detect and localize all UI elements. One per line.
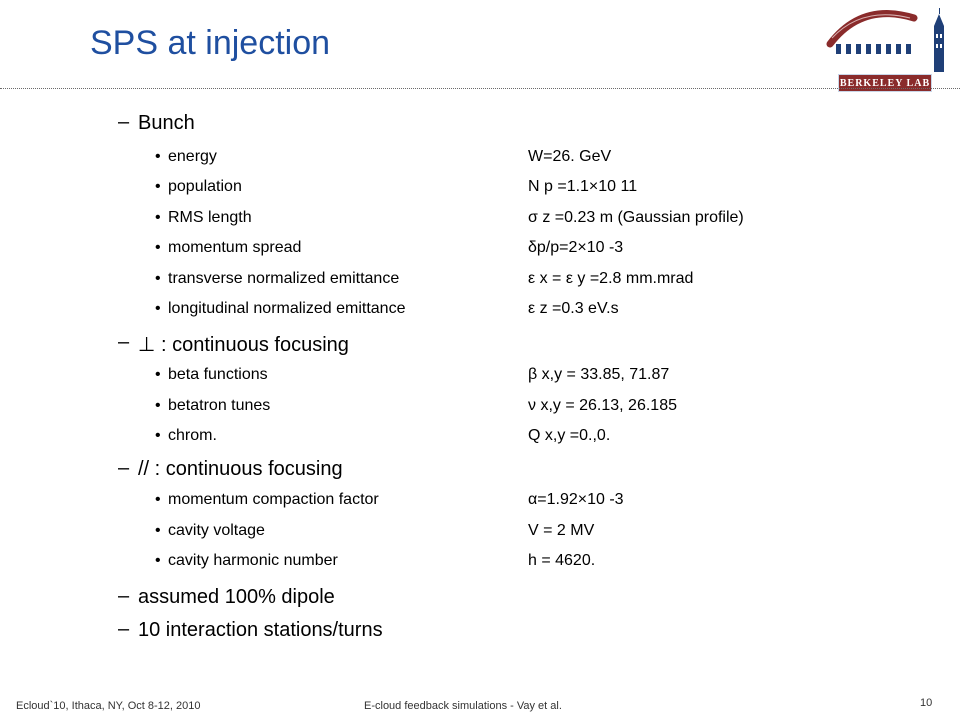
param-value: δp/p=2×10 -3 — [528, 239, 624, 256]
param-value: ε x = ε y =2.8 mm.mrad — [528, 270, 694, 287]
bullet: • — [155, 270, 161, 287]
param-label: longitudinal normalized emittance — [168, 300, 406, 317]
param-value: Q x,y =0.,0. — [528, 427, 611, 444]
param-label: momentum spread — [168, 239, 302, 256]
param-label: cavity voltage — [168, 522, 265, 539]
param-label: momentum compaction factor — [168, 491, 379, 508]
berkeley-lab-logo-graphic — [822, 4, 952, 74]
bullet: • — [155, 239, 161, 256]
section-dash: – — [118, 111, 130, 133]
bullet: • — [155, 178, 161, 195]
bullet: • — [155, 491, 161, 508]
bullet: • — [155, 427, 161, 444]
footer-conference: Ecloud`10, Ithaca, NY, Oct 8-12, 2010 — [16, 700, 201, 712]
logo-label: BERKELEY LAB — [838, 74, 932, 92]
section-dash: – — [118, 618, 130, 640]
section-heading: 10 interaction stations/turns — [138, 619, 383, 641]
section-dash: – — [118, 585, 130, 607]
param-value: σ z =0.23 m (Gaussian profile) — [528, 209, 744, 226]
bullet: • — [155, 148, 161, 165]
bullet: • — [155, 209, 161, 226]
param-label: cavity harmonic number — [168, 552, 338, 569]
param-label: energy — [168, 148, 217, 165]
bullet: • — [155, 366, 161, 383]
section-heading: ⊥ : continuous focusing — [138, 334, 349, 356]
param-value: W=26. GeV — [528, 148, 612, 165]
param-value: ε z =0.3 eV.s — [528, 300, 619, 317]
bullet: • — [155, 552, 161, 569]
section-heading: // : continuous focusing — [138, 458, 343, 480]
param-label: RMS length — [168, 209, 252, 226]
param-label: betatron tunes — [168, 397, 271, 414]
bullet: • — [155, 397, 161, 414]
section-dash: – — [118, 331, 130, 353]
bullet: • — [155, 522, 161, 539]
page-number: 10 — [920, 697, 933, 709]
param-label: chrom. — [168, 427, 217, 444]
slide-title: SPS at injection — [90, 24, 331, 62]
param-value: h = 4620. — [528, 552, 596, 569]
section-heading: assumed 100% dipole — [138, 586, 335, 608]
title-divider — [0, 88, 960, 89]
param-value: β x,y = 33.85, 71.87 — [528, 366, 670, 383]
berkeley-lab-logo — [822, 4, 952, 92]
param-value: ν x,y = 26.13, 26.185 — [528, 397, 677, 414]
param-label: beta functions — [168, 366, 268, 383]
param-value: N p =1.1×10 11 — [528, 178, 638, 195]
footer-talk-title: E-cloud feedback simulations - Vay et al. — [364, 700, 562, 712]
param-label: population — [168, 178, 242, 195]
param-label: transverse normalized emittance — [168, 270, 400, 287]
section-dash: – — [118, 457, 130, 479]
param-value: V = 2 MV — [528, 522, 595, 539]
section-heading: Bunch — [138, 112, 195, 134]
param-value: α=1.92×10 -3 — [528, 491, 624, 508]
bullet: • — [155, 300, 161, 317]
